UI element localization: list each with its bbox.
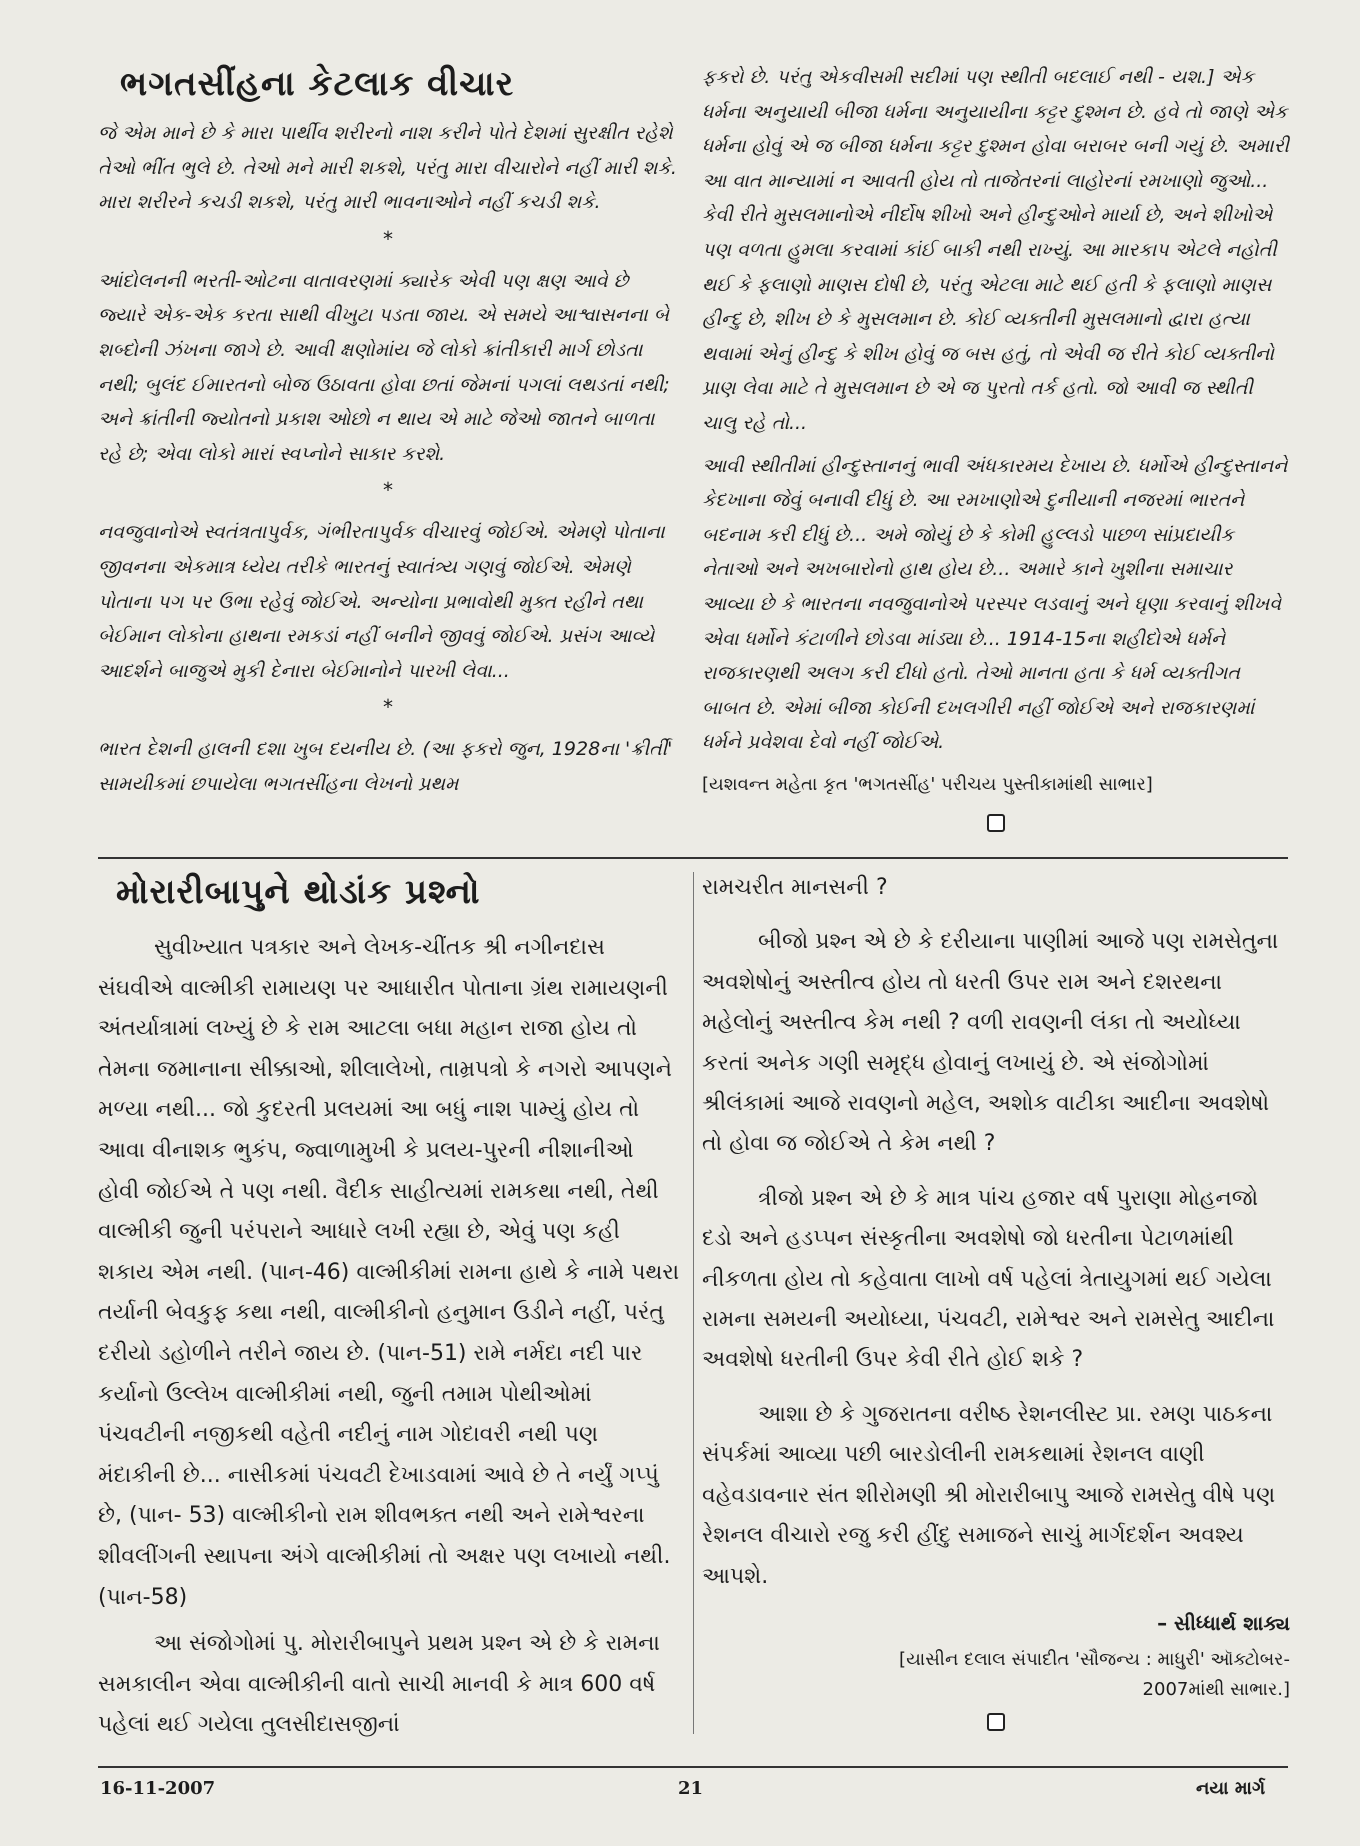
article1-para1: જે એમ માને છે કે મારા પાર્થીવ શરીરનો નાશ કરીને પોતે દેશમાં સુરક્ષીત રહેશે તેઓ ભીંત ભુલે છે. તેઓ મને મારી શકશે, પરંતુ મારા વીચારોને નહીં મારી શકે. મારા શરીરને કચડી શકશે, પરંતુ મારી ભાવનાઓને નહીં કચડી શકે. xyxy=(98,122,677,214)
separator-star: * xyxy=(383,695,393,720)
separator-star: * xyxy=(383,478,393,503)
article2-signature: – સીધ્ધાર્થ શાક્ય xyxy=(1157,1610,1290,1635)
article1-para4: ભારત દેશની હાલની દશા ખુબ દયનીય છે. (આ ફકરો જુન, 1928ના 'ક્રીર્તી' સામયીકમાં છપાયેલા ભગતસીંહના લેખનો પ્રથમ xyxy=(98,738,673,795)
separator-star: * xyxy=(383,226,393,251)
credit-line-2: 2007માંથી સાભાર.] xyxy=(1142,1678,1290,1700)
article2-para2: આ સંજોગોમાં પુ. મોરારીબાપુને પ્રથમ પ્રશ્ન એ છે કે રામના સમકાલીન એવા વાલ્મીકીની વાતો સાચી માનવી કે માત્ર 600 વર્ષ પહેલાં થઈ ગયેલા તુલસીદાસજીનાં xyxy=(98,1631,660,1738)
footer-magazine-name: નયા માર્ગ xyxy=(1196,1778,1266,1799)
section-divider xyxy=(98,857,1288,859)
article1-right-column xyxy=(702,60,1290,855)
article2-text-right xyxy=(702,868,1290,1597)
article2-title: મોરારીબાપુને થોડાંક પ્રશ્નો xyxy=(116,872,481,912)
article2-text-left xyxy=(98,928,680,1746)
end-mark xyxy=(702,814,1290,836)
article2-para6: આશા છે કે ગુજરાતના વરીષ્ઠ રેશનલીસ્ટ પ્રા. રમણ પાઠકના સંપર્કમાં આવ્યા પછી બારડોલીની રામકથામાં રેશનલ વાણી વહેવડાવનાર સંત શીરોમણી શ્રી મોરારીબાપુ આજે રામસેતુ વીષે પણ રેશનલ વીચારો રજુ કરી હીંદુ સમાજને સાચું માર્ગદર્શન અવશ્ય આપશે. xyxy=(702,1401,1276,1589)
article1-text-right xyxy=(702,60,1290,760)
end-square-icon xyxy=(987,814,1005,832)
article2-right-column xyxy=(702,868,1290,1758)
article2-para3: રામચરીત માનસની ? xyxy=(702,875,888,900)
article1-text-left xyxy=(98,116,678,802)
article2-para4: બીજો પ્રશ્ન એ છે કે દરીયાના પાણીમાં આજે પણ રામસેતુના અવશેષોનું અસ્તીત્વ હોય તો ધરતી ઉપર રામ અને દશરથના મહેલોનું અસ્તીત્વ કેમ નથી ? વળી રાવણની લંકા તો અયોધ્યા કરતાં અનેક ગણી સમૃદ્ધ હોવાનું લખાયું છે. એ સંજોગોમાં શ્રીલંકામાં આજે રાવણનો મહેલ, અશોક વાટીકા આદીના અવશેષો તો હોવા જ જોઈએ તે કેમ નથી ? xyxy=(702,929,1279,1157)
article1-credit: [યશવન્ત મહેતા કૃત 'ભગતસીંહ' પરીચય પુસ્તીકામાંથી સાભાર] xyxy=(702,773,1153,795)
article2-credit xyxy=(702,1645,1290,1705)
footer-divider xyxy=(98,1766,1288,1768)
end-square-icon xyxy=(987,1713,1005,1731)
article2-para1: સુવીખ્યાત પત્રકાર અને લેખક-ચીંતક શ્રી નગીનદાસ સંઘવીએ વાલ્મીકી રામાયણ પર આધારીત પોતાના ગ્રંથ રામાયણની અંતર્યાત્રામાં લખ્યું છે કે રામ આટલા બધા મહાન રાજા હોય તો તેમના જમાનાના સીક્કાઓ, શીલાલેખો, તામ્રપત્રો કે નગરો આપણને મળ્યા નથી... જો કુદરતી પ્રલયમાં આ બધું નાશ પામ્યું હોય તો આવા વીનાશક ભુકંપ, જ્વાળામુખી કે પ્રલય-પુરની નીશાનીઓ હોવી જોઈએ તે પણ નથી. વૈદીક સાહીત્યમાં રામકથા નથી, તેથી વાલ્મીકી જુની પરંપરાને આધારે લખી રહ્યા છે, એવું પણ કહી શકાય એમ નથી. (પાન-46) વાલ્મીકીમાં રામના હાથે કે નામે પથરા તર્યાની બેવકુફ કથા નથી, વાલ્મીકીનો હનુમાન ઉડીને નહીં, પરંતુ દરીયો ડહોળીને તરીને જાય છે. (પાન-51) રામે નર્મદા નદી પાર કર્યાનો ઉલ્લેખ વાલ્મીકીમાં નથી, જુની તમામ પોથીઓમાં પંચવટીની નજીકથી વહેતી નદીનું નામ ગોદાવરી નથી પણ મંદાકીની છે... નાસીકમાં પંચવટી દેખાડવામાં આવે છે તે નર્યું ગપ્પું છે, (પાન- 53) વાલ્મીકીનો રામ શીવભક્ત નથી અને રામેશ્વરના શીવલીંગની સ્થાપના અંગે વાલ્મીકીમાં તો અક્ષર પણ લખાયો નથી. (પાન-58) xyxy=(98,935,680,1610)
article1-title: ભગતસીંહના કેટલાક વીચાર xyxy=(120,64,515,104)
article1-para2: આંદોલનની ભરતી-ઓટના વાતાવરણમાં ક્યારેક એવી પણ ક્ષણ આવે છે જ્યારે એક-એક કરતા સાથી વીખુટા પડતા જાય. એ સમયે આશ્વાસનના બે શબ્દોની ઝંખના જાગે છે. આવી ક્ષણોમાંય જે લોકો ક્રાંતીકારી માર્ગ છોડતા નથી; બુલંદ ઈમારતનો બોજ ઉઠાવતા હોવા છતાં જેમનાં પગલાં લથડતાં નથી; અને ક્રાંતીની જ્યોતનો પ્રકાશ ઓછો ન થાય એ માટે જેઓ જાતને બાળતા રહે છે; એવા લોકો મારાં સ્વપ્નોને સાકાર કરશે. xyxy=(98,269,670,465)
end-mark xyxy=(702,1713,1290,1735)
article1-para5: ફકરો છે. પરંતુ એકવીસમી સદીમાં પણ સ્થીતી બદલાઈ નથી - યશ.] એક ધર્મના અનુયાયી બીજા ધર્મના અનુયાયીના કટ્ટર દુશ્મન છે. હવે તો જાણે એક ધર્મના હોવું એ જ બીજા ધર્મના કટ્ટર દુશ્મન હોવા બરાબર બની ગયું છે. અમારી આ વાત માન્યામાં ન આવતી હોય તો તાજેતરનાં લાહોરનાં રમખાણો જુઓ... કેવી રીતે મુસલમાનોએ નીર્દોષ શીખો અને હીન્દુઓને માર્યા છે, અને શીખોએ પણ વળતા હુમલા કરવામાં કાંઈ બાકી નથી રાખ્યું. આ મારકાપ એટલે નહોતી થઈ કે ફલાણો માણસ દોષી છે, પરંતુ એટલા માટે થઈ હતી કે ફલાણો માણસ હીન્દુ છે, શીખ છે કે મુસલમાન છે. કોઈ વ્યક્તીની મુસલમાનો દ્વારા હત્યા થવામાં એનું હીન્દુ કે શીખ હોવું જ બસ હતું, તો એવી જ રીતે કોઈ વ્યક્તીનો પ્રાણ લેવા માટે તે મુસલમાન છે એ જ પુરતો તર્ક હતો. જો આવી જ સ્થીતી ચાલુ રહે તો... xyxy=(702,66,1289,434)
article1-para6: આવી સ્થીતીમાં હીન્દુસ્તાનનું ભાવી અંધકારમય દેખાય છે. ધર્મોએ હીન્દુસ્તાનને કેદખાના જેવું બનાવી દીધું છે. આ રમખાણોએ દુનીયાની નજરમાં ભારતને બદનામ કરી દીધું છે... અમે જોયું છે કે કોમી હુલ્લડો પાછળ સાંપ્રદાયીક નેતાઓ અને અખબારોનો હાથ હોય છે... અમારે કાને ખુશીના સમાચાર આવ્યા છે કે ભારતના નવજુવાનોએ પરસ્પર લડવાનું અને ઘૃણા કરવાનું શીખવે એવા ધર્મોને કંટાળીને છોડવા માંડ્યા છે... 1914-15ના શહીદોએ ધર્મને રાજકારણથી અલગ કરી દીધો હતો. તેઓ માનતા હતા કે ધર્મ વ્યક્તીગત બાબત છે. એમાં બીજા કોઈની દખલગીરી નહીં જોઈએ અને રાજકારણમાં ધર્મને પ્રવેશવા દેવો નહીં જોઈએ. xyxy=(702,454,1288,754)
credit-line-1: [યાસીન દલાલ સંપાદીત 'સૌજન્ય : માધુરી' ઑક્ટોબર- xyxy=(899,1648,1290,1670)
article2-para5: ત્રીજો પ્રશ્ન એ છે કે માત્ર પાંચ હજાર વર્ષ પુરાણા મોહનજો દડો અને હડપ્પન સંસ્કૃતીના અવશેષો જો ધરતીના પેટાળમાંથી નીકળતા હોય તો કહેવાતા લાખો વર્ષ પહેલાં ત્રેતાયુગમાં થઈ ગયેલા રામના સમયની અયોધ્યા, પંચવટી, રામેશ્વર અને રામસેતુ આદીના અવશેષો ધરતીની ઉપર કેવી રીતે હોઈ શકે ? xyxy=(702,1185,1275,1373)
article2-left-column xyxy=(98,866,680,1761)
footer-date: 16-11-2007 xyxy=(100,1778,216,1799)
column-divider xyxy=(693,872,694,1734)
footer-page-number: 21 xyxy=(678,1778,704,1799)
article1-para3: નવજુવાનોએ સ્વતંત્રતાપુર્વક, ગંભીરતાપુર્વક વીચારવું જોઈએ. એમણે પોતાના જીવનના એકમાત્ર ધ્યેય તરીકે ભારતનું સ્વાતંત્ર્ય ગણવું જોઈએ. એમણે પોતાના પગ પર ઉભા રહેવું જોઈએ. અન્યોના પ્રભાવોથી મુક્ત રહીને તથા બેઈમાન લોકોના હાથના રમકડાં નહીં બનીને જીવવું જોઈએ. પ્રસંગ આવ્યે આદર્શને બાજુએ મુકી દેનારા બેઈમાનોને પારખી લેવા... xyxy=(98,521,665,682)
article1-left-column xyxy=(98,60,678,855)
